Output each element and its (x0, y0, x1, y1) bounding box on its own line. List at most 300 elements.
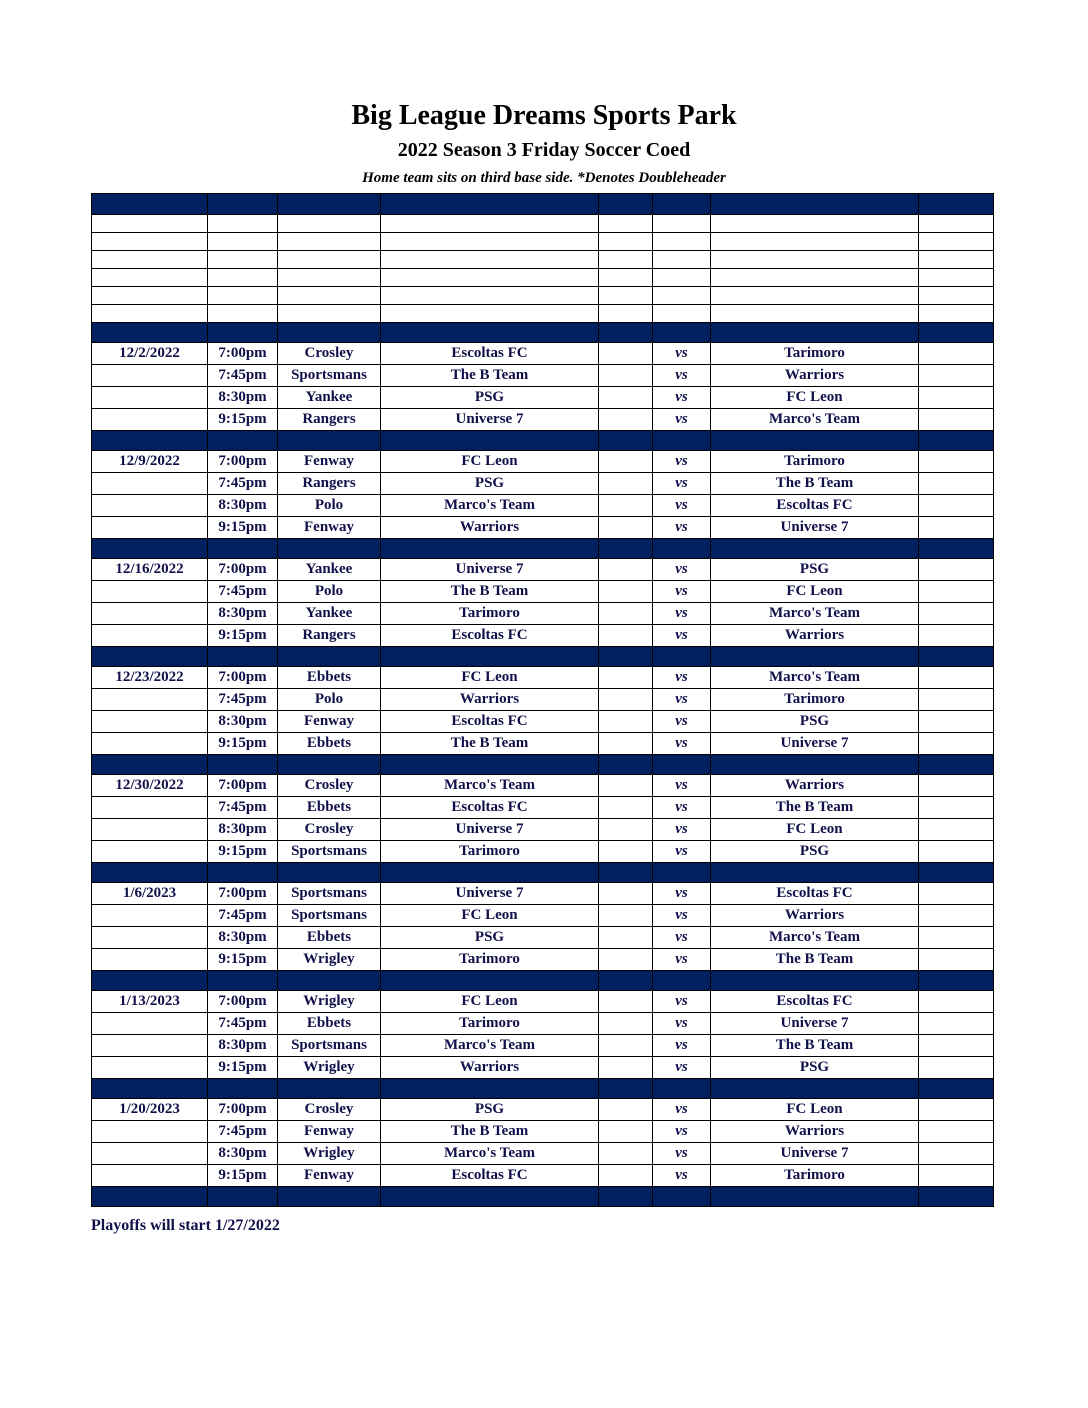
vs-cell: vs (653, 733, 711, 755)
empty-cell (278, 305, 381, 323)
header-cell (711, 194, 919, 215)
date-cell (92, 905, 208, 927)
field-cell: Fenway (278, 1121, 381, 1143)
spacer-cell (599, 365, 653, 387)
empty-cell (711, 287, 919, 305)
date-cell (92, 711, 208, 733)
date-cell (92, 797, 208, 819)
home-team-cell: PSG (381, 387, 599, 409)
empty-cell (208, 215, 278, 233)
separator-cell (278, 539, 381, 559)
empty-cell (278, 233, 381, 251)
game-row (92, 517, 994, 539)
game-row (92, 819, 994, 841)
away-team-cell: Escoltas FC (711, 495, 919, 517)
empty-cell (919, 269, 994, 287)
time-cell: 8:30pm (208, 1035, 278, 1057)
date-cell: 1/20/2023 (92, 1099, 208, 1121)
date-cell: 12/9/2022 (92, 451, 208, 473)
vs-cell: vs (653, 495, 711, 517)
separator-cell (92, 647, 208, 667)
empty-cell (381, 305, 599, 323)
time-cell: 7:45pm (208, 581, 278, 603)
empty-cell (599, 269, 653, 287)
time-cell: 9:15pm (208, 1165, 278, 1187)
separator-row (92, 971, 994, 991)
game-row (92, 949, 994, 971)
schedule-table-body (92, 194, 994, 1207)
spacer-cell (919, 1057, 994, 1079)
empty-cell (92, 215, 208, 233)
away-team-cell: Universe 7 (711, 733, 919, 755)
field-cell: Sportsmans (278, 841, 381, 863)
game-row (92, 841, 994, 863)
vs-cell: vs (653, 409, 711, 431)
separator-cell (92, 323, 208, 343)
empty-cell (653, 233, 711, 251)
date-cell: 12/23/2022 (92, 667, 208, 689)
field-cell: Wrigley (278, 1057, 381, 1079)
away-team-cell: FC Leon (711, 1099, 919, 1121)
spacer-cell (919, 733, 994, 755)
empty-cell (653, 251, 711, 269)
date-cell (92, 473, 208, 495)
game-row (92, 1143, 994, 1165)
separator-cell (92, 1187, 208, 1207)
away-team-cell: Marco's Team (711, 409, 919, 431)
empty-row (92, 305, 994, 323)
game-row (92, 365, 994, 387)
field-cell: Sportsmans (278, 1035, 381, 1057)
away-team-cell: Warriors (711, 365, 919, 387)
date-cell (92, 625, 208, 647)
separator-cell (208, 863, 278, 883)
field-cell: Wrigley (278, 949, 381, 971)
time-cell: 9:15pm (208, 841, 278, 863)
vs-cell: vs (653, 581, 711, 603)
vs-cell: vs (653, 689, 711, 711)
separator-cell (711, 1187, 919, 1207)
empty-cell (919, 215, 994, 233)
game-row (92, 473, 994, 495)
away-team-cell: The B Team (711, 949, 919, 971)
spacer-cell (599, 1165, 653, 1187)
spacer-cell (599, 343, 653, 365)
field-cell: Fenway (278, 451, 381, 473)
date-cell (92, 387, 208, 409)
time-cell: 8:30pm (208, 711, 278, 733)
separator-row (92, 431, 994, 451)
spacer-cell (599, 559, 653, 581)
spacer-cell (919, 1013, 994, 1035)
home-team-cell: The B Team (381, 365, 599, 387)
game-row (92, 625, 994, 647)
separator-cell (278, 1079, 381, 1099)
empty-cell (919, 287, 994, 305)
spacer-cell (599, 819, 653, 841)
date-cell (92, 819, 208, 841)
home-team-cell: Tarimoro (381, 603, 599, 625)
home-team-cell: Universe 7 (381, 819, 599, 841)
game-row (92, 495, 994, 517)
date-cell (92, 927, 208, 949)
home-team-cell: Marco's Team (381, 1143, 599, 1165)
spacer-cell (919, 343, 994, 365)
away-team-cell: Escoltas FC (711, 991, 919, 1013)
empty-cell (599, 287, 653, 305)
time-cell: 7:00pm (208, 343, 278, 365)
away-team-cell: The B Team (711, 797, 919, 819)
spacer-cell (919, 451, 994, 473)
spacer-cell (599, 581, 653, 603)
spacer-cell (599, 927, 653, 949)
spacer-cell (599, 495, 653, 517)
empty-cell (208, 251, 278, 269)
field-cell: Fenway (278, 517, 381, 539)
away-team-cell: Warriors (711, 905, 919, 927)
away-team-cell: The B Team (711, 473, 919, 495)
separator-cell (919, 323, 994, 343)
field-cell: Wrigley (278, 991, 381, 1013)
vs-cell: vs (653, 667, 711, 689)
spacer-cell (599, 1121, 653, 1143)
vs-cell: vs (653, 1035, 711, 1057)
separator-cell (381, 863, 599, 883)
home-team-cell: Universe 7 (381, 883, 599, 905)
empty-row (92, 215, 994, 233)
separator-cell (381, 971, 599, 991)
field-cell: Sportsmans (278, 883, 381, 905)
field-cell: Wrigley (278, 1143, 381, 1165)
separator-row (92, 647, 994, 667)
vs-cell: vs (653, 387, 711, 409)
separator-cell (381, 539, 599, 559)
game-row (92, 927, 994, 949)
separator-cell (92, 1079, 208, 1099)
game-row (92, 711, 994, 733)
field-cell: Ebbets (278, 1013, 381, 1035)
empty-cell (919, 305, 994, 323)
spacer-cell (919, 841, 994, 863)
date-cell (92, 689, 208, 711)
field-cell: Rangers (278, 625, 381, 647)
time-cell: 8:30pm (208, 927, 278, 949)
separator-cell (381, 323, 599, 343)
empty-cell (711, 233, 919, 251)
separator-cell (381, 431, 599, 451)
home-team-cell: Tarimoro (381, 841, 599, 863)
spacer-cell (919, 473, 994, 495)
separator-row (92, 863, 994, 883)
spacer-cell (919, 689, 994, 711)
time-cell: 7:00pm (208, 667, 278, 689)
spacer-cell (599, 451, 653, 473)
field-cell: Sportsmans (278, 905, 381, 927)
away-team-cell: PSG (711, 711, 919, 733)
time-cell: 7:45pm (208, 689, 278, 711)
empty-cell (381, 251, 599, 269)
away-team-cell: Tarimoro (711, 343, 919, 365)
time-cell: 8:30pm (208, 387, 278, 409)
spacer-cell (919, 1165, 994, 1187)
separator-cell (919, 755, 994, 775)
home-team-cell: Marco's Team (381, 775, 599, 797)
separator-cell (278, 755, 381, 775)
spacer-cell (919, 517, 994, 539)
home-team-cell: FC Leon (381, 451, 599, 473)
separator-cell (919, 647, 994, 667)
spacer-cell (919, 711, 994, 733)
empty-cell (711, 251, 919, 269)
time-cell: 7:00pm (208, 451, 278, 473)
field-cell: Yankee (278, 603, 381, 625)
spacer-cell (919, 949, 994, 971)
time-cell: 7:45pm (208, 797, 278, 819)
away-team-cell: FC Leon (711, 819, 919, 841)
empty-cell (653, 269, 711, 287)
time-cell: 7:45pm (208, 1013, 278, 1035)
home-team-cell: Universe 7 (381, 409, 599, 431)
time-cell: 7:00pm (208, 1099, 278, 1121)
spacer-cell (919, 365, 994, 387)
away-team-cell: FC Leon (711, 581, 919, 603)
separator-cell (653, 431, 711, 451)
away-team-cell: Marco's Team (711, 927, 919, 949)
home-team-cell: Escoltas FC (381, 343, 599, 365)
vs-cell: vs (653, 473, 711, 495)
empty-cell (919, 233, 994, 251)
game-row (92, 667, 994, 689)
home-team-cell: Universe 7 (381, 559, 599, 581)
game-row (92, 1165, 994, 1187)
empty-cell (653, 215, 711, 233)
vs-cell: vs (653, 775, 711, 797)
date-cell (92, 1035, 208, 1057)
home-team-cell: Escoltas FC (381, 797, 599, 819)
spacer-cell (599, 625, 653, 647)
separator-cell (599, 647, 653, 667)
home-team-cell: The B Team (381, 733, 599, 755)
field-cell: Polo (278, 495, 381, 517)
empty-row (92, 251, 994, 269)
header-cell (653, 194, 711, 215)
spacer-cell (599, 905, 653, 927)
away-team-cell: Tarimoro (711, 451, 919, 473)
vs-cell: vs (653, 883, 711, 905)
separator-cell (208, 539, 278, 559)
spacer-cell (599, 409, 653, 431)
empty-cell (599, 233, 653, 251)
empty-cell (599, 251, 653, 269)
separator-cell (278, 971, 381, 991)
page-title: Big League Dreams Sports Park (351, 100, 737, 131)
separator-cell (208, 755, 278, 775)
empty-cell (653, 287, 711, 305)
time-cell: 8:30pm (208, 603, 278, 625)
separator-cell (92, 539, 208, 559)
separator-cell (711, 971, 919, 991)
empty-cell (208, 233, 278, 251)
field-cell: Crosley (278, 775, 381, 797)
game-row (92, 1121, 994, 1143)
field-cell: Rangers (278, 473, 381, 495)
home-team-cell: PSG (381, 927, 599, 949)
time-cell: 7:00pm (208, 775, 278, 797)
spacer-cell (599, 841, 653, 863)
separator-cell (208, 1079, 278, 1099)
game-row (92, 387, 994, 409)
empty-cell (92, 233, 208, 251)
separator-cell (208, 971, 278, 991)
game-row (92, 1035, 994, 1057)
home-team-cell: Warriors (381, 517, 599, 539)
away-team-cell: Universe 7 (711, 1143, 919, 1165)
vs-cell: vs (653, 1121, 711, 1143)
away-team-cell: The B Team (711, 1035, 919, 1057)
empty-cell (381, 233, 599, 251)
separator-cell (711, 431, 919, 451)
spacer-cell (919, 559, 994, 581)
away-team-cell: Tarimoro (711, 1165, 919, 1187)
game-row (92, 883, 994, 905)
time-cell: 9:15pm (208, 409, 278, 431)
vs-cell: vs (653, 949, 711, 971)
spacer-cell (599, 1099, 653, 1121)
date-cell (92, 1121, 208, 1143)
time-cell: 7:45pm (208, 905, 278, 927)
separator-cell (599, 755, 653, 775)
spacer-cell (919, 797, 994, 819)
field-cell: Crosley (278, 343, 381, 365)
spacer-cell (919, 387, 994, 409)
separator-cell (92, 863, 208, 883)
time-cell: 7:00pm (208, 883, 278, 905)
separator-cell (208, 323, 278, 343)
away-team-cell: Tarimoro (711, 689, 919, 711)
game-row (92, 1013, 994, 1035)
vs-cell: vs (653, 1143, 711, 1165)
away-team-cell: Universe 7 (711, 1013, 919, 1035)
spacer-cell (599, 387, 653, 409)
field-cell: Crosley (278, 1099, 381, 1121)
away-team-cell: Warriors (711, 775, 919, 797)
separator-cell (653, 647, 711, 667)
home-team-cell: Tarimoro (381, 1013, 599, 1035)
time-cell: 8:30pm (208, 1143, 278, 1165)
away-team-cell: Escoltas FC (711, 883, 919, 905)
vs-cell: vs (653, 905, 711, 927)
game-row (92, 1099, 994, 1121)
empty-cell (208, 269, 278, 287)
header-cell (92, 194, 208, 215)
date-cell (92, 603, 208, 625)
empty-cell (208, 305, 278, 323)
separator-cell (278, 647, 381, 667)
vs-cell: vs (653, 1013, 711, 1035)
date-cell (92, 517, 208, 539)
spacer-cell (919, 667, 994, 689)
field-cell: Rangers (278, 409, 381, 431)
vs-cell: vs (653, 517, 711, 539)
separator-cell (919, 431, 994, 451)
game-row (92, 1057, 994, 1079)
header-cell (599, 194, 653, 215)
time-cell: 7:00pm (208, 991, 278, 1013)
game-row (92, 451, 994, 473)
game-row (92, 343, 994, 365)
game-row (92, 409, 994, 431)
empty-cell (92, 251, 208, 269)
empty-cell (599, 215, 653, 233)
separator-cell (208, 1187, 278, 1207)
separator-cell (381, 1079, 599, 1099)
vs-cell: vs (653, 1165, 711, 1187)
table-header-row (92, 194, 994, 215)
time-cell: 9:15pm (208, 517, 278, 539)
separator-cell (599, 1079, 653, 1099)
header-cell (208, 194, 278, 215)
spacer-cell (919, 625, 994, 647)
separator-cell (599, 323, 653, 343)
spacer-cell (919, 1099, 994, 1121)
date-cell: 12/2/2022 (92, 343, 208, 365)
separator-cell (92, 431, 208, 451)
game-row (92, 733, 994, 755)
field-cell: Polo (278, 689, 381, 711)
spacer-cell (919, 1035, 994, 1057)
empty-cell (92, 269, 208, 287)
away-team-cell: Universe 7 (711, 517, 919, 539)
separator-cell (381, 755, 599, 775)
field-cell: Sportsmans (278, 365, 381, 387)
separator-cell (599, 863, 653, 883)
vs-cell: vs (653, 343, 711, 365)
separator-cell (711, 863, 919, 883)
spacer-cell (919, 495, 994, 517)
home-team-cell: The B Team (381, 581, 599, 603)
separator-cell (711, 539, 919, 559)
spacer-cell (599, 733, 653, 755)
spacer-cell (919, 775, 994, 797)
spacer-cell (599, 883, 653, 905)
spacer-cell (599, 1057, 653, 1079)
field-cell: Fenway (278, 711, 381, 733)
away-team-cell: Marco's Team (711, 603, 919, 625)
vs-cell: vs (653, 797, 711, 819)
home-team-cell: The B Team (381, 1121, 599, 1143)
home-team-cell: Escoltas FC (381, 1165, 599, 1187)
separator-cell (599, 431, 653, 451)
vs-cell: vs (653, 1057, 711, 1079)
time-cell: 7:45pm (208, 1121, 278, 1143)
spacer-cell (599, 775, 653, 797)
date-cell (92, 1013, 208, 1035)
header-cell (381, 194, 599, 215)
empty-cell (711, 269, 919, 287)
date-cell (92, 1057, 208, 1079)
spacer-cell (919, 1121, 994, 1143)
field-cell: Yankee (278, 387, 381, 409)
separator-cell (919, 971, 994, 991)
separator-cell (653, 539, 711, 559)
game-row (92, 991, 994, 1013)
spacer-cell (599, 949, 653, 971)
separator-cell (711, 755, 919, 775)
game-row (92, 775, 994, 797)
empty-row (92, 269, 994, 287)
separator-cell (599, 1187, 653, 1207)
separator-cell (711, 323, 919, 343)
